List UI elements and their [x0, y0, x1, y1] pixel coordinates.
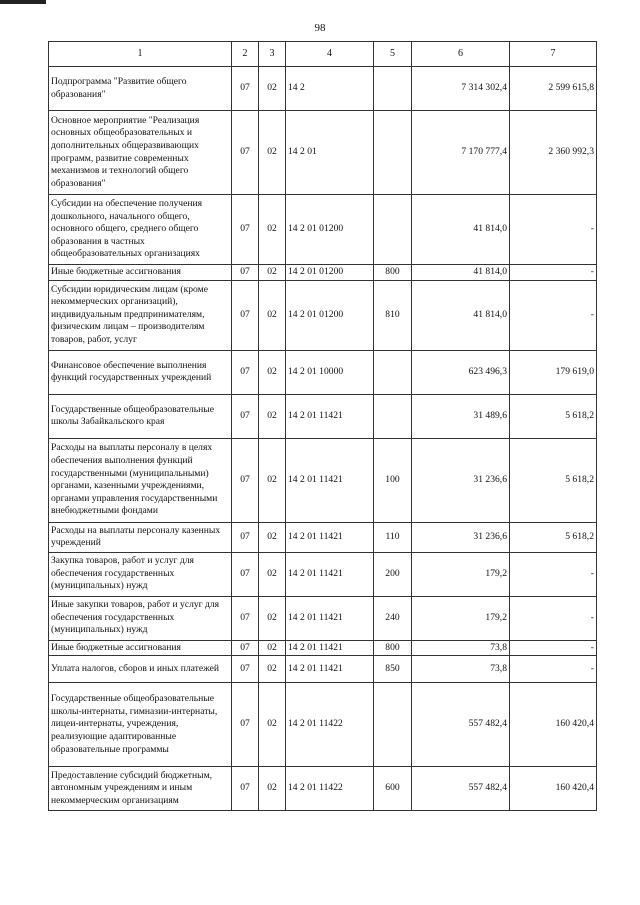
amount-column-6: 31 236,6 — [412, 438, 510, 522]
amount-column-7: 5 618,2 — [510, 522, 597, 552]
table-row — [49, 265, 597, 281]
amount-column-7: - — [510, 596, 597, 640]
expense-type-code: 110 — [374, 522, 412, 552]
subsection-code: 02 — [259, 350, 286, 394]
row-description: Основное мероприятие "Реализация основных общеобразовательных и дополнительных общеразвивающих программ, развитие современных механизмов и технологий общего образования" — [49, 111, 232, 195]
section-code: 07 — [232, 195, 259, 265]
subsection-code: 02 — [259, 656, 286, 683]
table-row — [49, 552, 597, 596]
column-header: 6 — [412, 42, 510, 67]
row-description: Иные бюджетные ассигнования — [49, 265, 232, 281]
amount-column-7: 179 619,0 — [510, 350, 597, 394]
amount-column-6: 557 482,4 — [412, 767, 510, 811]
target-article-code: 14 2 01 11421 — [286, 596, 374, 640]
section-code: 07 — [232, 522, 259, 552]
expense-type-code — [374, 350, 412, 394]
target-article-code: 14 2 01 11422 — [286, 767, 374, 811]
amount-column-6: 623 496,3 — [412, 350, 510, 394]
amount-column-7: 5 618,2 — [510, 438, 597, 522]
amount-column-7: - — [510, 640, 597, 656]
expense-type-code — [374, 394, 412, 438]
target-article-code: 14 2 01 01200 — [286, 195, 374, 265]
row-description: Субсидии юридическим лицам (кроме некоммерческих организаций), индивидуальным предпринимателям, физическим лицам – производителям товаров, работ, услуг — [49, 280, 232, 350]
subsection-code: 02 — [259, 394, 286, 438]
subsection-code: 02 — [259, 596, 286, 640]
row-description: Иные закупки товаров, работ и услуг для обеспечения государственных (муниципальных) нужд — [49, 596, 232, 640]
amount-column-6: 73,8 — [412, 640, 510, 656]
table-row — [49, 67, 597, 111]
expense-type-code — [374, 683, 412, 767]
amount-column-6: 179,2 — [412, 552, 510, 596]
target-article-code: 14 2 01 11421 — [286, 394, 374, 438]
section-code: 07 — [232, 350, 259, 394]
amount-column-7: - — [510, 265, 597, 281]
table-row — [49, 111, 597, 195]
section-code: 07 — [232, 111, 259, 195]
section-code: 07 — [232, 394, 259, 438]
row-description: Расходы на выплаты персоналу казенных учреждений — [49, 522, 232, 552]
page-number: 98 — [314, 22, 326, 34]
subsection-code: 02 — [259, 67, 286, 111]
expense-type-code: 240 — [374, 596, 412, 640]
target-article-code: 14 2 01 01200 — [286, 265, 374, 281]
column-header: 7 — [510, 42, 597, 67]
subsection-code: 02 — [259, 280, 286, 350]
target-article-code: 14 2 01 01200 — [286, 280, 374, 350]
row-description: Предоставление субсидий бюджетным, автономным учреждениям и иным некоммерческим организациям — [49, 767, 232, 811]
target-article-code: 14 2 01 11421 — [286, 438, 374, 522]
expense-type-code: 850 — [374, 656, 412, 683]
amount-column-6: 557 482,4 — [412, 683, 510, 767]
subsection-code: 02 — [259, 438, 286, 522]
expense-type-code: 810 — [374, 280, 412, 350]
table-header-row — [49, 42, 597, 67]
subsection-code: 02 — [259, 683, 286, 767]
column-header: 2 — [232, 42, 259, 67]
row-description: Подпрограмма "Развитие общего образования" — [49, 67, 232, 111]
row-description: Государственные общеобразовательные школы-интернаты, гимназии-интернаты, лицеи-интернаты, учреждения, реализующие адаптированные образовательные программы — [49, 683, 232, 767]
target-article-code: 14 2 01 11421 — [286, 552, 374, 596]
amount-column-6: 7 314 302,4 — [412, 67, 510, 111]
target-article-code: 14 2 — [286, 67, 374, 111]
subsection-code: 02 — [259, 522, 286, 552]
section-code: 07 — [232, 265, 259, 281]
table-row — [49, 280, 597, 350]
section-code: 07 — [232, 656, 259, 683]
section-code: 07 — [232, 683, 259, 767]
column-header: 5 — [374, 42, 412, 67]
table-row — [49, 195, 597, 265]
amount-column-7: 160 420,4 — [510, 767, 597, 811]
amount-column-7: 5 618,2 — [510, 394, 597, 438]
row-description: Государственные общеобразовательные школы Забайкальского края — [49, 394, 232, 438]
subsection-code: 02 — [259, 195, 286, 265]
expense-type-code: 200 — [374, 552, 412, 596]
amount-column-6: 41 814,0 — [412, 265, 510, 281]
expense-type-code: 100 — [374, 438, 412, 522]
table-row — [49, 596, 597, 640]
budget-table — [48, 41, 597, 811]
row-description: Расходы на выплаты персоналу в целях обеспечения выполнения функций государственными (муниципальными) органами, казенными учреждениями, органами управления государственными внебюджетными фондами — [49, 438, 232, 522]
amount-column-7: - — [510, 195, 597, 265]
amount-column-7: 2 360 992,3 — [510, 111, 597, 195]
top-corner-rule — [0, 0, 46, 4]
section-code: 07 — [232, 596, 259, 640]
subsection-code: 02 — [259, 265, 286, 281]
table-row — [49, 522, 597, 552]
subsection-code: 02 — [259, 111, 286, 195]
amount-column-7: 160 420,4 — [510, 683, 597, 767]
column-header: 3 — [259, 42, 286, 67]
target-article-code: 14 2 01 11421 — [286, 640, 374, 656]
expense-type-code — [374, 67, 412, 111]
section-code: 07 — [232, 280, 259, 350]
amount-column-6: 31 236,6 — [412, 522, 510, 552]
amount-column-6: 41 814,0 — [412, 195, 510, 265]
column-header: 1 — [49, 42, 232, 67]
target-article-code: 14 2 01 — [286, 111, 374, 195]
section-code: 07 — [232, 67, 259, 111]
amount-column-7: - — [510, 280, 597, 350]
row-description: Субсидии на обеспечение получения дошкольного, начального общего, основного общего, среднего общего образования в частных общеобразовательных организациях — [49, 195, 232, 265]
amount-column-6: 7 170 777,4 — [412, 111, 510, 195]
row-description: Уплата налогов, сборов и иных платежей — [49, 656, 232, 683]
amount-column-6: 31 489,6 — [412, 394, 510, 438]
table-row — [49, 350, 597, 394]
table-row — [49, 656, 597, 683]
target-article-code: 14 2 01 11421 — [286, 522, 374, 552]
row-description: Закупка товаров, работ и услуг для обеспечения государственных (муниципальных) нужд — [49, 552, 232, 596]
expense-type-code: 800 — [374, 640, 412, 656]
section-code: 07 — [232, 640, 259, 656]
target-article-code: 14 2 01 10000 — [286, 350, 374, 394]
section-code: 07 — [232, 767, 259, 811]
table-row — [49, 683, 597, 767]
expense-type-code — [374, 195, 412, 265]
subsection-code: 02 — [259, 640, 286, 656]
amount-column-7: - — [510, 656, 597, 683]
amount-column-7: 2 599 615,8 — [510, 67, 597, 111]
row-description: Финансовое обеспечение выполнения функций государственных учреждений — [49, 350, 232, 394]
amount-column-7: - — [510, 552, 597, 596]
expense-type-code — [374, 111, 412, 195]
subsection-code: 02 — [259, 552, 286, 596]
amount-column-6: 73,8 — [412, 656, 510, 683]
section-code: 07 — [232, 438, 259, 522]
subsection-code: 02 — [259, 767, 286, 811]
amount-column-6: 179,2 — [412, 596, 510, 640]
target-article-code: 14 2 01 11421 — [286, 656, 374, 683]
section-code: 07 — [232, 552, 259, 596]
column-header: 4 — [286, 42, 374, 67]
target-article-code: 14 2 01 11422 — [286, 683, 374, 767]
expense-type-code: 600 — [374, 767, 412, 811]
expense-type-code: 800 — [374, 265, 412, 281]
row-description: Иные бюджетные ассигнования — [49, 640, 232, 656]
table-row — [49, 767, 597, 811]
table-row — [49, 394, 597, 438]
table-row — [49, 640, 597, 656]
amount-column-6: 41 814,0 — [412, 280, 510, 350]
table-row — [49, 438, 597, 522]
